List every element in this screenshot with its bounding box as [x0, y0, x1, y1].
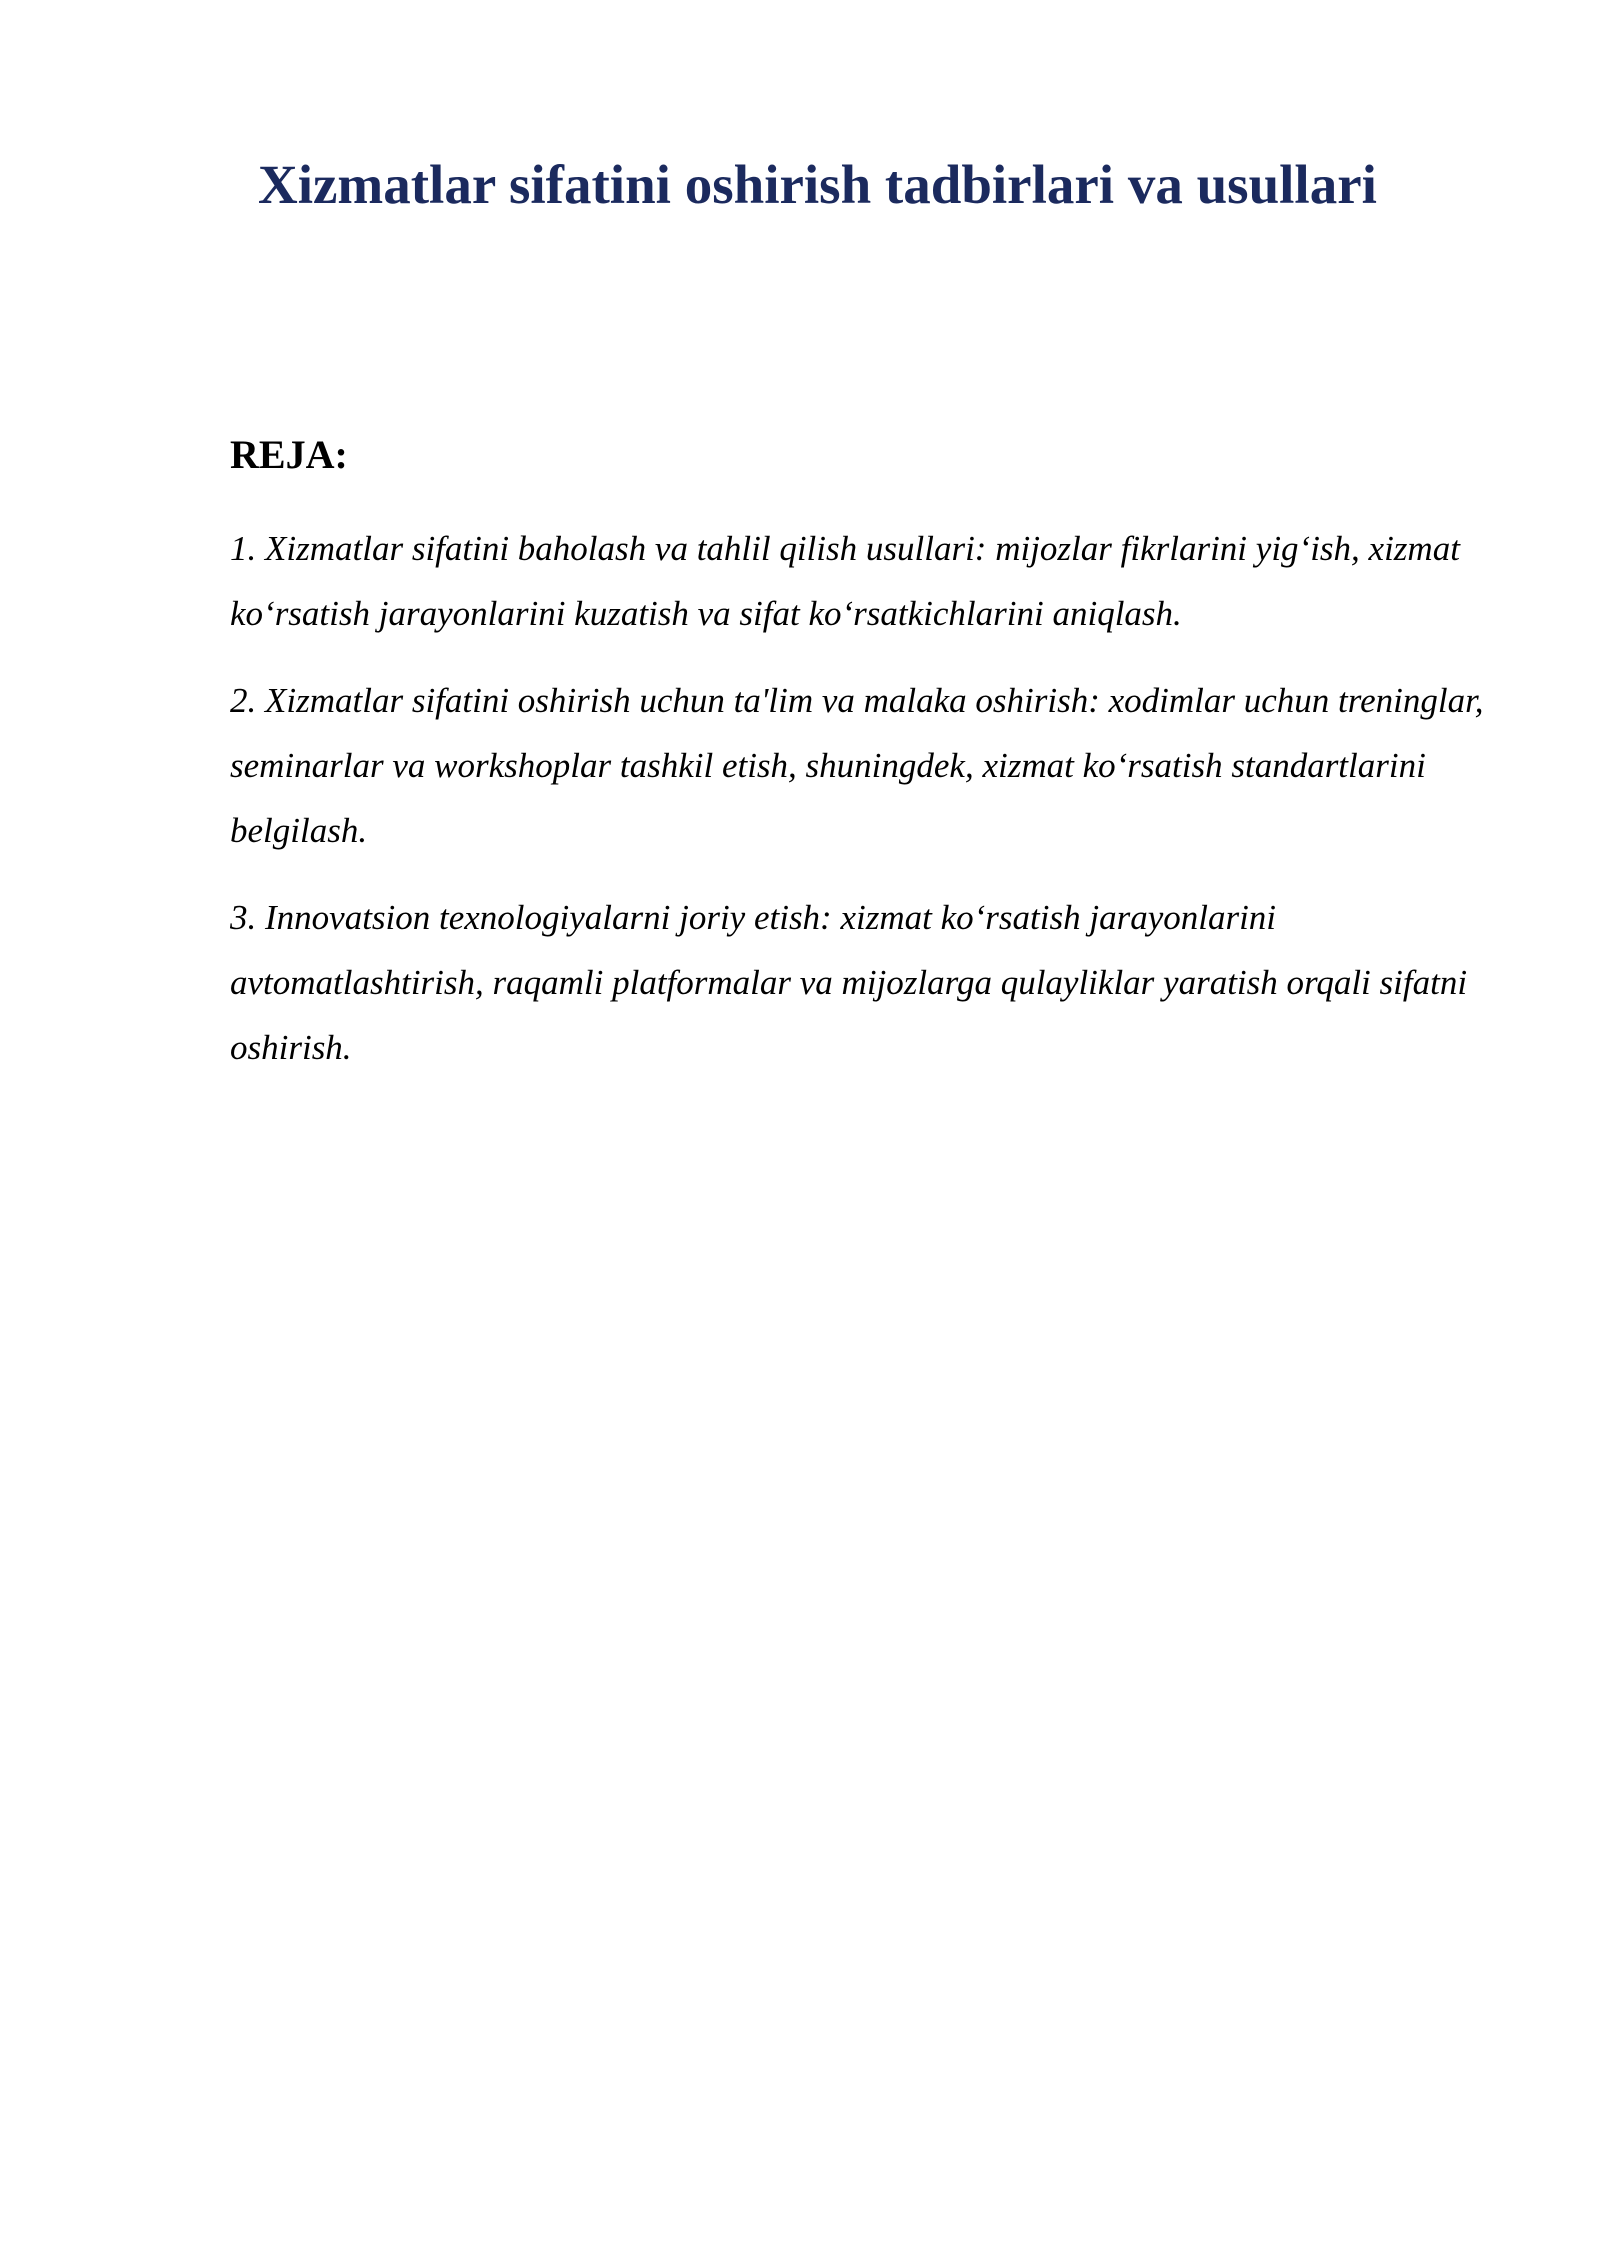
plan-item: 3. Innovatsion texnologiyalarni joriy etish: xizmat ko‘rsatish jarayonlarini avtomatlashtirish, raqamli platformalar va mijozlarga qulayliklar yaratish orqali sifatni oshirish.: [230, 898, 1468, 1067]
document-title: Xizmatlar sifatini oshirish tadbirlari va usullari: [258, 154, 1377, 215]
plan-item: 2. Xizmatlar sifatini oshirish uchun ta'lim va malaka oshirish: xodimlar uchun treninglar, seminarlar va workshoplar tashkil etish, shuningdek, xizmat ko‘rsatish standartlarini belgilash.: [230, 681, 1484, 850]
plan-item: 1. Xizmatlar sifatini baholash va tahlil qilish usullari: mijozlar fikrlarini yig‘ish, xizmat ko‘rsatish jarayonlarini kuzatish va sifat ko‘rsatkichlarini aniqlash.: [230, 529, 1460, 633]
plan-heading: REJA:: [230, 432, 348, 477]
plan-list: [230, 516, 1490, 1102]
